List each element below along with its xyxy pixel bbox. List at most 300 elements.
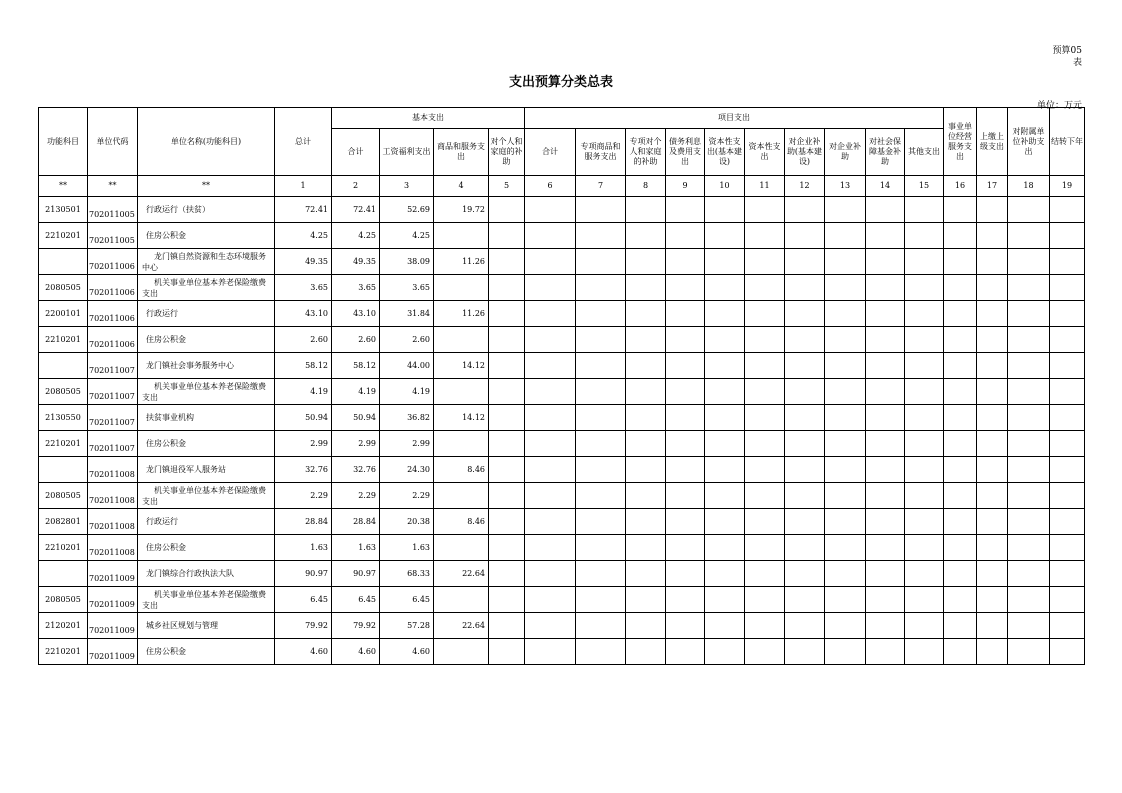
empty-cell xyxy=(666,327,705,353)
unit-name-cell: 城乡社区规划与管理 xyxy=(138,613,275,639)
empty-cell xyxy=(977,379,1008,405)
total-cell: 32.76 xyxy=(275,457,332,483)
unit-code-cell: 702011006 xyxy=(88,301,138,327)
empty-cell xyxy=(1050,535,1085,561)
col-total: 总计 xyxy=(275,108,332,176)
empty-cell xyxy=(489,353,525,379)
unit-code-cell: 702011007 xyxy=(88,405,138,431)
empty-cell xyxy=(745,431,785,457)
empty-cell xyxy=(1050,587,1085,613)
empty-cell xyxy=(745,535,785,561)
empty-cell xyxy=(785,561,825,587)
empty-cell xyxy=(1008,535,1050,561)
col-func-subject: 功能科目 xyxy=(39,108,88,176)
func-subject-cell: 2210201 xyxy=(39,223,88,249)
empty-cell xyxy=(745,249,785,275)
empty-cell xyxy=(525,535,576,561)
empty-cell xyxy=(785,639,825,665)
empty-cell xyxy=(977,327,1008,353)
empty-cell xyxy=(626,639,666,665)
empty-cell xyxy=(745,613,785,639)
func-subject-cell: 2210201 xyxy=(39,327,88,353)
empty-cell xyxy=(825,457,866,483)
empty-cell xyxy=(785,405,825,431)
empty-cell xyxy=(905,457,944,483)
basic-total-cell: 1.63 xyxy=(332,535,380,561)
empty-cell xyxy=(626,535,666,561)
empty-cell xyxy=(626,561,666,587)
empty-cell xyxy=(785,587,825,613)
empty-cell xyxy=(785,223,825,249)
goods-cell: 22.64 xyxy=(434,561,489,587)
form-number-line1: 预算05 xyxy=(1052,46,1082,56)
goods-cell: 11.26 xyxy=(434,249,489,275)
total-cell: 58.12 xyxy=(275,353,332,379)
total-cell: 28.84 xyxy=(275,509,332,535)
total-cell: 79.92 xyxy=(275,613,332,639)
empty-cell xyxy=(705,379,745,405)
empty-cell xyxy=(666,613,705,639)
index-row xyxy=(39,176,1085,197)
expenditure-table xyxy=(38,107,1085,665)
table-row xyxy=(39,353,1085,379)
basic-total-cell: 3.65 xyxy=(332,275,380,301)
table-row xyxy=(39,405,1085,431)
empty-cell xyxy=(745,223,785,249)
empty-cell xyxy=(666,587,705,613)
empty-cell xyxy=(489,301,525,327)
index-cell: ** xyxy=(39,176,88,197)
table-row xyxy=(39,483,1085,509)
empty-cell xyxy=(489,405,525,431)
unit-code-cell: 702011009 xyxy=(88,613,138,639)
empty-cell xyxy=(525,639,576,665)
unit-code-cell: 702011005 xyxy=(88,223,138,249)
unit-name-cell: 行政运行 xyxy=(138,509,275,535)
empty-cell xyxy=(825,639,866,665)
empty-cell xyxy=(666,457,705,483)
table-row xyxy=(39,379,1085,405)
empty-cell xyxy=(1008,457,1050,483)
empty-cell xyxy=(1008,405,1050,431)
empty-cell xyxy=(905,327,944,353)
empty-cell xyxy=(1008,379,1050,405)
func-subject-cell: 2130501 xyxy=(39,197,88,223)
basic-total-cell: 72.41 xyxy=(332,197,380,223)
empty-cell xyxy=(626,457,666,483)
empty-cell xyxy=(626,587,666,613)
wage-cell: 24.30 xyxy=(380,457,434,483)
empty-cell xyxy=(866,483,905,509)
empty-cell xyxy=(977,197,1008,223)
unit-code-cell: 702011009 xyxy=(88,587,138,613)
col-project-7: 对企业补助(基本建设) xyxy=(785,129,825,176)
table-row xyxy=(39,639,1085,665)
empty-cell xyxy=(825,197,866,223)
unit-name-cell: 住房公积金 xyxy=(138,639,275,665)
empty-cell xyxy=(626,379,666,405)
wage-cell: 2.29 xyxy=(380,483,434,509)
empty-cell xyxy=(525,379,576,405)
empty-cell xyxy=(1050,405,1085,431)
empty-cell xyxy=(666,275,705,301)
func-subject-cell: 2130550 xyxy=(39,405,88,431)
empty-cell xyxy=(576,535,626,561)
empty-cell xyxy=(626,431,666,457)
unit-name-cell: 机关事业单位基本养老保险缴费支出 xyxy=(138,483,275,509)
wage-cell: 36.82 xyxy=(380,405,434,431)
empty-cell xyxy=(785,457,825,483)
basic-total-cell: 2.99 xyxy=(332,431,380,457)
col-project-6: 资本性支出 xyxy=(745,129,785,176)
empty-cell xyxy=(977,353,1008,379)
empty-cell xyxy=(525,301,576,327)
empty-cell xyxy=(785,249,825,275)
empty-cell xyxy=(785,535,825,561)
empty-cell xyxy=(785,327,825,353)
index-cell: 3 xyxy=(380,176,434,197)
empty-cell xyxy=(944,197,977,223)
empty-cell xyxy=(905,197,944,223)
empty-cell xyxy=(866,457,905,483)
empty-cell xyxy=(489,535,525,561)
empty-cell xyxy=(785,301,825,327)
empty-cell xyxy=(785,613,825,639)
index-cell: 1 xyxy=(275,176,332,197)
empty-cell xyxy=(866,431,905,457)
basic-total-cell: 4.19 xyxy=(332,379,380,405)
empty-cell xyxy=(944,535,977,561)
empty-cell xyxy=(1050,483,1085,509)
empty-cell xyxy=(825,535,866,561)
table-row xyxy=(39,431,1085,457)
index-cell: 14 xyxy=(866,176,905,197)
empty-cell xyxy=(666,431,705,457)
total-cell: 6.45 xyxy=(275,587,332,613)
empty-cell xyxy=(944,223,977,249)
empty-cell xyxy=(977,457,1008,483)
empty-cell xyxy=(977,613,1008,639)
empty-cell xyxy=(525,353,576,379)
func-subject-cell: 2080505 xyxy=(39,379,88,405)
empty-cell xyxy=(1008,613,1050,639)
goods-cell: 14.12 xyxy=(434,405,489,431)
unit-code-cell: 702011007 xyxy=(88,353,138,379)
unit-code-cell: 702011006 xyxy=(88,249,138,275)
empty-cell xyxy=(1050,353,1085,379)
empty-cell xyxy=(977,561,1008,587)
basic-total-cell: 4.60 xyxy=(332,639,380,665)
empty-cell xyxy=(905,509,944,535)
unit-code-cell: 702011008 xyxy=(88,509,138,535)
index-cell: 19 xyxy=(1050,176,1085,197)
empty-cell xyxy=(525,431,576,457)
index-cell: 16 xyxy=(944,176,977,197)
empty-cell xyxy=(866,587,905,613)
empty-cell xyxy=(626,197,666,223)
goods-cell xyxy=(434,587,489,613)
index-cell: 4 xyxy=(434,176,489,197)
index-cell: 8 xyxy=(626,176,666,197)
empty-cell xyxy=(525,561,576,587)
empty-cell xyxy=(666,639,705,665)
empty-cell xyxy=(525,457,576,483)
empty-cell xyxy=(666,405,705,431)
empty-cell xyxy=(825,249,866,275)
unit-code-cell: 702011009 xyxy=(88,639,138,665)
total-cell: 49.35 xyxy=(275,249,332,275)
table-row xyxy=(39,327,1085,353)
empty-cell xyxy=(745,457,785,483)
empty-cell xyxy=(825,301,866,327)
empty-cell xyxy=(745,639,785,665)
empty-cell xyxy=(785,483,825,509)
empty-cell xyxy=(745,301,785,327)
empty-cell xyxy=(489,379,525,405)
basic-total-cell: 43.10 xyxy=(332,301,380,327)
empty-cell xyxy=(785,379,825,405)
empty-cell xyxy=(825,587,866,613)
wage-cell: 2.99 xyxy=(380,431,434,457)
goods-cell xyxy=(434,223,489,249)
table-row xyxy=(39,613,1085,639)
empty-cell xyxy=(489,327,525,353)
empty-cell xyxy=(745,353,785,379)
empty-cell xyxy=(1050,223,1085,249)
basic-total-cell: 32.76 xyxy=(332,457,380,483)
empty-cell xyxy=(666,353,705,379)
table-row xyxy=(39,587,1085,613)
table-row xyxy=(39,301,1085,327)
empty-cell xyxy=(489,275,525,301)
empty-cell xyxy=(866,275,905,301)
col-project-9: 对社会保障基金补助 xyxy=(866,129,905,176)
empty-cell xyxy=(1050,275,1085,301)
empty-cell xyxy=(626,613,666,639)
empty-cell xyxy=(944,379,977,405)
wage-cell: 44.00 xyxy=(380,353,434,379)
empty-cell xyxy=(944,431,977,457)
wage-cell: 6.45 xyxy=(380,587,434,613)
func-subject-cell xyxy=(39,353,88,379)
table-row xyxy=(39,249,1085,275)
basic-total-cell: 58.12 xyxy=(332,353,380,379)
empty-cell xyxy=(1008,197,1050,223)
empty-cell xyxy=(977,275,1008,301)
wage-cell: 38.09 xyxy=(380,249,434,275)
empty-cell xyxy=(1050,457,1085,483)
empty-cell xyxy=(489,509,525,535)
empty-cell xyxy=(905,639,944,665)
table-row xyxy=(39,509,1085,535)
empty-cell xyxy=(525,197,576,223)
empty-cell xyxy=(525,587,576,613)
empty-cell xyxy=(977,509,1008,535)
empty-cell xyxy=(1008,431,1050,457)
empty-cell xyxy=(745,587,785,613)
empty-cell xyxy=(576,327,626,353)
empty-cell xyxy=(705,613,745,639)
empty-cell xyxy=(866,535,905,561)
empty-cell xyxy=(489,587,525,613)
empty-cell xyxy=(825,327,866,353)
total-cell: 4.19 xyxy=(275,379,332,405)
unit-code-cell: 702011007 xyxy=(88,379,138,405)
col-project-8: 对企业补助 xyxy=(825,129,866,176)
goods-cell: 22.64 xyxy=(434,613,489,639)
total-cell: 3.65 xyxy=(275,275,332,301)
empty-cell xyxy=(1008,561,1050,587)
empty-cell xyxy=(866,561,905,587)
empty-cell xyxy=(825,379,866,405)
empty-cell xyxy=(1050,561,1085,587)
index-cell: 5 xyxy=(489,176,525,197)
goods-cell: 14.12 xyxy=(434,353,489,379)
empty-cell xyxy=(944,613,977,639)
empty-cell xyxy=(1050,197,1085,223)
empty-cell xyxy=(666,301,705,327)
empty-cell xyxy=(944,327,977,353)
unit-name-cell: 机关事业单位基本养老保险缴费支出 xyxy=(138,587,275,613)
empty-cell xyxy=(944,457,977,483)
empty-cell xyxy=(576,431,626,457)
empty-cell xyxy=(576,613,626,639)
empty-cell xyxy=(489,249,525,275)
empty-cell xyxy=(525,613,576,639)
empty-cell xyxy=(977,535,1008,561)
unit-label: 单位：万元 xyxy=(1036,101,1082,111)
empty-cell xyxy=(666,223,705,249)
empty-cell xyxy=(576,275,626,301)
empty-cell xyxy=(785,275,825,301)
wage-cell: 4.25 xyxy=(380,223,434,249)
empty-cell xyxy=(745,405,785,431)
empty-cell xyxy=(1008,223,1050,249)
basic-total-cell: 2.60 xyxy=(332,327,380,353)
col-unit-name: 单位名称(功能科目) xyxy=(138,108,275,176)
empty-cell xyxy=(866,639,905,665)
empty-cell xyxy=(944,639,977,665)
index-cell: 7 xyxy=(576,176,626,197)
col-project-10: 其他支出 xyxy=(905,129,944,176)
empty-cell xyxy=(866,613,905,639)
total-cell: 2.60 xyxy=(275,327,332,353)
empty-cell xyxy=(525,405,576,431)
index-cell: 12 xyxy=(785,176,825,197)
unit-name-cell: 机关事业单位基本养老保险缴费支出 xyxy=(138,275,275,301)
empty-cell xyxy=(905,587,944,613)
total-cell: 2.29 xyxy=(275,483,332,509)
empty-cell xyxy=(825,509,866,535)
func-subject-cell xyxy=(39,457,88,483)
empty-cell xyxy=(525,275,576,301)
func-subject-cell xyxy=(39,561,88,587)
unit-code-cell: 702011006 xyxy=(88,275,138,301)
empty-cell xyxy=(1050,431,1085,457)
empty-cell xyxy=(977,431,1008,457)
basic-total-cell: 4.25 xyxy=(332,223,380,249)
empty-cell xyxy=(905,379,944,405)
empty-cell xyxy=(705,327,745,353)
empty-cell xyxy=(905,431,944,457)
wage-cell: 31.84 xyxy=(380,301,434,327)
empty-cell xyxy=(705,353,745,379)
empty-cell xyxy=(626,509,666,535)
func-subject-cell: 2200101 xyxy=(39,301,88,327)
func-subject-cell: 2080505 xyxy=(39,275,88,301)
empty-cell xyxy=(1008,301,1050,327)
empty-cell xyxy=(576,483,626,509)
index-cell: 9 xyxy=(666,176,705,197)
table-row xyxy=(39,561,1085,587)
goods-cell xyxy=(434,379,489,405)
func-subject-cell: 2080505 xyxy=(39,483,88,509)
empty-cell xyxy=(525,223,576,249)
empty-cell xyxy=(866,327,905,353)
index-cell: 17 xyxy=(977,176,1008,197)
empty-cell xyxy=(489,431,525,457)
goods-cell xyxy=(434,275,489,301)
empty-cell xyxy=(525,509,576,535)
empty-cell xyxy=(745,275,785,301)
empty-cell xyxy=(576,379,626,405)
unit-name-cell: 住房公积金 xyxy=(138,535,275,561)
col-extra-3: 对附属单位补助支出 xyxy=(1008,108,1050,176)
empty-cell xyxy=(666,197,705,223)
empty-cell xyxy=(944,587,977,613)
empty-cell xyxy=(705,197,745,223)
col-basic-4: 对个人和家庭的补助 xyxy=(489,129,525,176)
empty-cell xyxy=(576,249,626,275)
unit-code-cell: 702011007 xyxy=(88,431,138,457)
unit-name-cell: 行政运行 xyxy=(138,301,275,327)
empty-cell xyxy=(785,431,825,457)
empty-cell xyxy=(944,509,977,535)
empty-cell xyxy=(576,301,626,327)
basic-total-cell: 6.45 xyxy=(332,587,380,613)
unit-name-cell: 龙门镇社会事务服务中心 xyxy=(138,353,275,379)
empty-cell xyxy=(1008,275,1050,301)
empty-cell xyxy=(977,249,1008,275)
func-subject-cell: 2082801 xyxy=(39,509,88,535)
table-row xyxy=(39,457,1085,483)
empty-cell xyxy=(1008,353,1050,379)
col-project-2: 专项商品和服务支出 xyxy=(576,129,626,176)
empty-cell xyxy=(745,561,785,587)
empty-cell xyxy=(825,353,866,379)
col-project-4: 债务利息及费用支出 xyxy=(666,129,705,176)
empty-cell xyxy=(705,587,745,613)
unit-code-cell: 702011008 xyxy=(88,535,138,561)
col-basic-2: 工资福利支出 xyxy=(380,129,434,176)
basic-total-cell: 79.92 xyxy=(332,613,380,639)
empty-cell xyxy=(977,405,1008,431)
empty-cell xyxy=(866,405,905,431)
empty-cell xyxy=(576,587,626,613)
goods-cell: 11.26 xyxy=(434,301,489,327)
empty-cell xyxy=(705,405,745,431)
basic-total-cell: 50.94 xyxy=(332,405,380,431)
col-extra-4: 结转下年 xyxy=(1050,108,1085,176)
empty-cell xyxy=(825,223,866,249)
empty-cell xyxy=(866,301,905,327)
empty-cell xyxy=(489,197,525,223)
empty-cell xyxy=(1050,639,1085,665)
empty-cell xyxy=(785,509,825,535)
func-subject-cell: 2210201 xyxy=(39,639,88,665)
wage-cell: 20.38 xyxy=(380,509,434,535)
empty-cell xyxy=(705,301,745,327)
